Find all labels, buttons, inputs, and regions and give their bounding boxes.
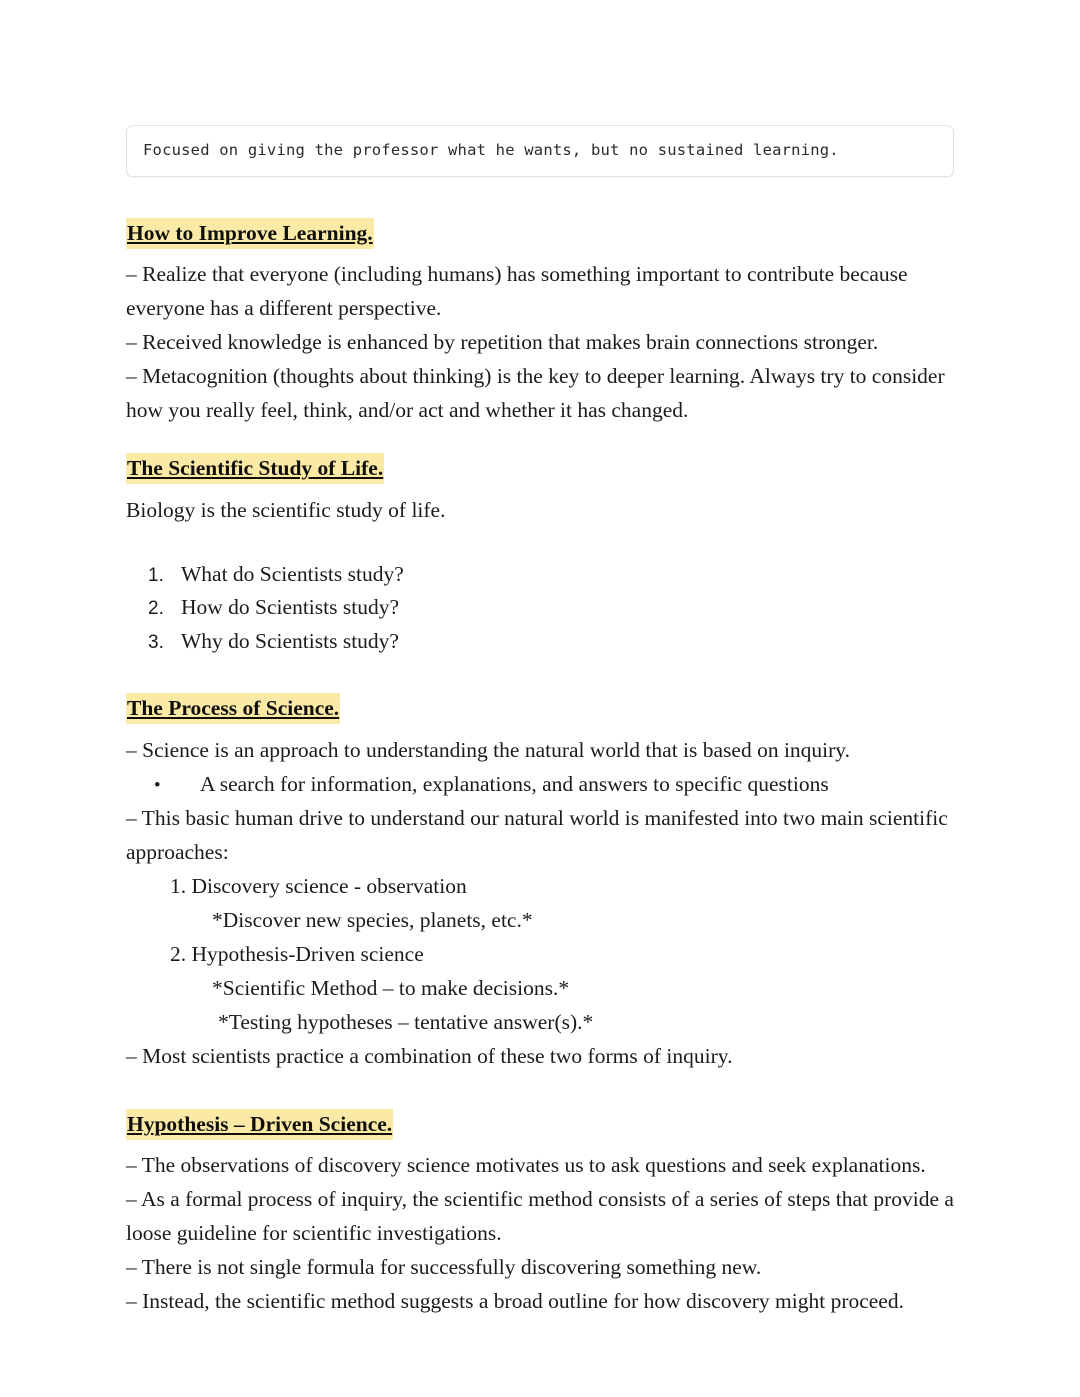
note-callout-text: Focused on giving the professor what he wants, but no sustained learning. (143, 141, 839, 159)
note-callout-box (126, 125, 954, 177)
approach-subitem: *Scientific Method – to make decisions.* (212, 975, 570, 1000)
paragraph: – Metacognition (thoughts about thinking) is the key to deeper learning. Always try to consider how you really feel, think, and/or act and whether it has changed. (126, 364, 945, 423)
section-heading-wrap (126, 698, 954, 720)
paragraph: – Most scientists practice a combination of these two forms of inquiry. (126, 1043, 733, 1068)
bullet-item (126, 768, 954, 802)
paragraph: – Received knowledge is enhanced by repetition that makes brain connections stronger. (126, 330, 879, 355)
section-heading: Hypothesis – Driven Science. (126, 1109, 393, 1140)
section-heading-wrap (126, 1111, 954, 1136)
paragraph: – Science is an approach to understanding the natural world that is based on inquiry. (126, 737, 851, 762)
list-marker: 3. (148, 631, 164, 653)
section-heading: How to Improve Learning. (126, 218, 374, 249)
paragraph: – This basic human drive to understand our natural world is manifested into two main scientific approaches: (126, 805, 948, 864)
section-heading: The Process of Science. (126, 693, 340, 724)
paragraph: – Instead, the scientific method suggests a broad outline for how discovery might proceed. (126, 1288, 904, 1313)
paragraph: Biology is the scientific study of life. (126, 497, 446, 522)
spacer (126, 658, 954, 698)
list-marker: 1. (148, 564, 164, 586)
paragraph: – The observations of discovery science motivates us to ask questions and seek explanations. (126, 1153, 926, 1178)
list-item (126, 558, 954, 592)
list-marker: 2. (148, 598, 164, 620)
approach-subitem: *Testing hypotheses – tentative answer(s).* (218, 1009, 594, 1034)
paragraph: – Realize that everyone (including humans) has something important to contribute because everyone has a different perspective. (126, 262, 908, 321)
section-hypothesis-driven-science (126, 1111, 954, 1319)
section-heading: The Scientific Study of Life. (126, 453, 384, 484)
section-process-of-science (126, 698, 954, 1073)
section-how-to-improve-learning (126, 220, 954, 428)
paragraph: – As a formal process of inquiry, the scientific method consists of a series of steps that provide a loose guideline for scientific investigations. (126, 1186, 954, 1245)
section-heading-wrap (126, 220, 954, 245)
list-item (126, 591, 954, 625)
spacer (126, 177, 954, 223)
bullet-item-text: A search for information, explanations, and answers to specific questions (200, 771, 829, 796)
approach-item: 1. Discovery science - observation (170, 873, 467, 898)
list-item-text: Why do Scientists study? (181, 628, 399, 653)
spacer (126, 1074, 954, 1114)
questions-list (126, 558, 954, 659)
approach-subitem: *Discover new species, planets, etc.* (212, 907, 533, 932)
bullet-dot-icon: • (154, 774, 161, 796)
list-item-text: What do Scientists study? (181, 561, 404, 586)
section-heading-wrap (126, 458, 954, 480)
section-scientific-study-of-life (126, 458, 954, 658)
paragraph: – There is not single formula for successfully discovering something new. (126, 1254, 762, 1279)
list-item (126, 625, 954, 659)
list-item-text: How do Scientists study? (181, 595, 399, 620)
spacer (126, 528, 954, 558)
approach-item: 2. Hypothesis-Driven science (170, 941, 424, 966)
